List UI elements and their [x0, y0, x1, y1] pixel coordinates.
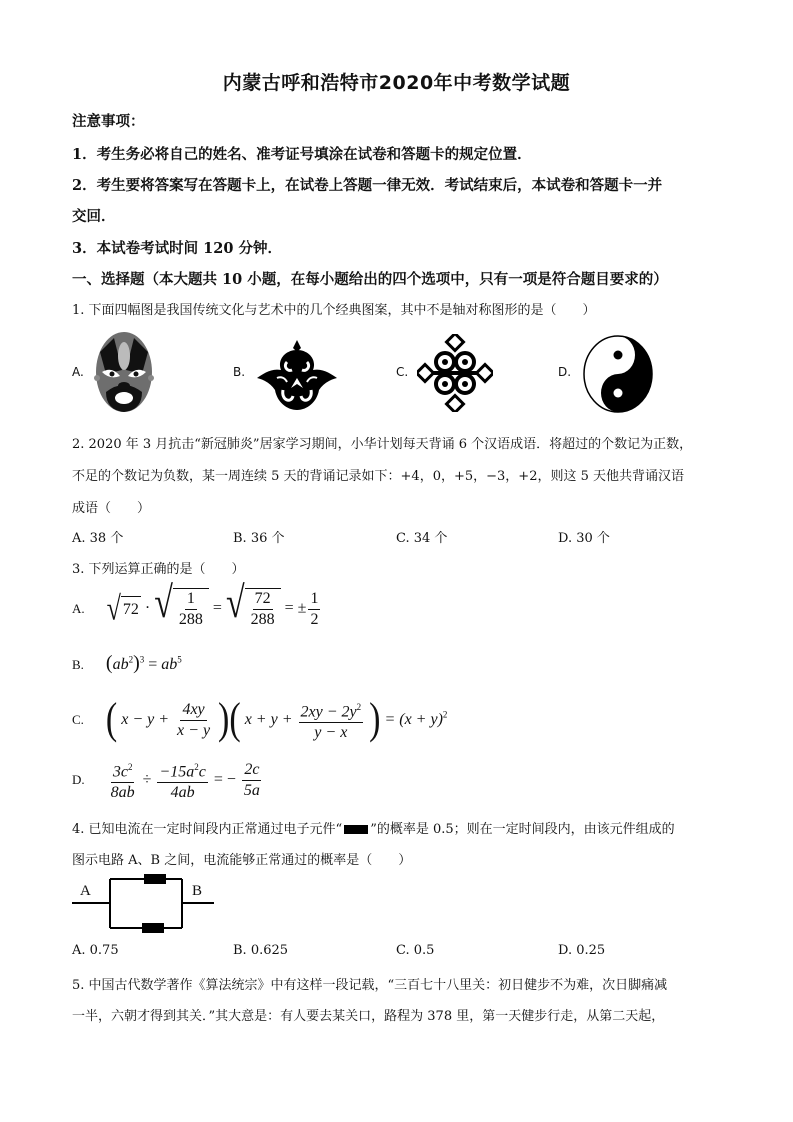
- q1-option-c-label: C.: [396, 365, 409, 379]
- q2-option-a: A. 38 个: [72, 531, 124, 546]
- q4-option-b: B. 0.625: [233, 943, 289, 958]
- q5-stem-line-1: 5. 中国古代数学著作《算法统宗》中有这样一段记载，“三百七十八里关：初日健步不为难，次日脚痛减: [72, 978, 668, 993]
- q4-option-a: A. 0.75: [72, 943, 119, 958]
- section-heading: 一、选择题（本大题共 10 小题，在每小题给出的四个选项中，只有一项是符合题目要求的）: [72, 271, 668, 288]
- circuit-label-a: A: [80, 883, 91, 899]
- q2-option-c: C. 34 个: [396, 531, 448, 546]
- resistor-top: [144, 874, 166, 884]
- q2-option-d: D. 30 个: [558, 531, 610, 546]
- q1-stem: 1. 下面四幅图是我国传统文化与艺术中的几个经典图案，其中不是轴对称图形的是（ ）: [72, 303, 596, 318]
- notice-item-2: 2．考生要将答案写在答题卡上，在试卷上答题一律无效．考试结束后，本试卷和答题卡一并: [72, 177, 663, 194]
- q1-option-d-label: D.: [558, 365, 572, 379]
- yin-yang-figure: [582, 334, 654, 414]
- q2-stem-line-1: 2. 2020 年 3 月抗击“新冠肺炎”居家学习期间，小华计划每天背诵 6 个汉语成语．将超过的个数记为正数，: [72, 437, 693, 452]
- q3-stem: 3. 下列运算正确的是（ ）: [72, 562, 245, 577]
- q4-stem-line-1: 4. 已知电流在一定时间段内正常通过电子元件“ ”的概率是 0.5；则在一定时间段内，由该元件组成的: [72, 822, 675, 837]
- q3-option-d: D. $\frac{3c^2}{8ab}$ ÷ $\frac{-15a^2c}{4ab}$ = − $\frac{2c}{5a}$: [72, 757, 264, 803]
- q5-stem-line-2: 一半，六朝才得到其关．”其大意是：有人要去某关口，路程为 378 里，第一天健步行走，从第二天起，: [72, 1009, 665, 1024]
- ornamental-pattern-b-figure: [255, 338, 339, 412]
- notice-heading: 注意事项：: [72, 113, 145, 130]
- peking-opera-mask-figure: [92, 330, 156, 414]
- circuit-diagram: [72, 872, 217, 938]
- q2-option-b: B. 36 个: [233, 531, 285, 546]
- q3-option-b: B. $(ab^2)^3 = ab^5$: [72, 652, 182, 674]
- q1-option-a-label: A.: [72, 365, 84, 379]
- circuit-label-b: B: [192, 883, 203, 899]
- q4-option-c: C. 0.5: [396, 943, 435, 958]
- resistor-icon: [344, 825, 368, 834]
- q2-stem-line-3: 成语（ ）: [72, 501, 151, 516]
- notice-item-2-cont: 交回．: [72, 208, 116, 225]
- q4-stem-line-2: 图示电路 A、B 之间，电流能够正常通过的概率是（ ）: [72, 853, 412, 868]
- q2-stem-line-2: 不足的个数记为负数，某一周连续 5 天的背诵记录如下：+4，0，+5，−3，+2，则这 5 天他共背诵汉语: [72, 469, 684, 484]
- q1-option-b-label: B.: [233, 365, 246, 379]
- q3-option-a: A. √ 72 · √ $\frac{1}{288}$ = √ $\frac{72}{288}$ = ± $\frac{1}{2}$: [72, 579, 319, 628]
- resistor-bottom: [142, 923, 164, 933]
- q3-option-c: C. ( x − y + $\frac{4xy}{x - y}$ )( x + y + $\frac{2xy - 2y^2}{y - x}$ ) = $(x + y)^2$: [72, 695, 448, 744]
- notice-item-1: 1．考生务必将自己的姓名、准考证号填涂在试卷和答题卡的规定位置．: [72, 146, 532, 163]
- page-title: 内蒙古呼和浩特市2020年中考数学试题: [222, 72, 571, 94]
- q4-option-d: D. 0.25: [558, 943, 606, 958]
- notice-item-3: 3．本试卷考试时间 120 分钟．: [72, 240, 282, 257]
- ornamental-pattern-c-figure: [417, 334, 493, 412]
